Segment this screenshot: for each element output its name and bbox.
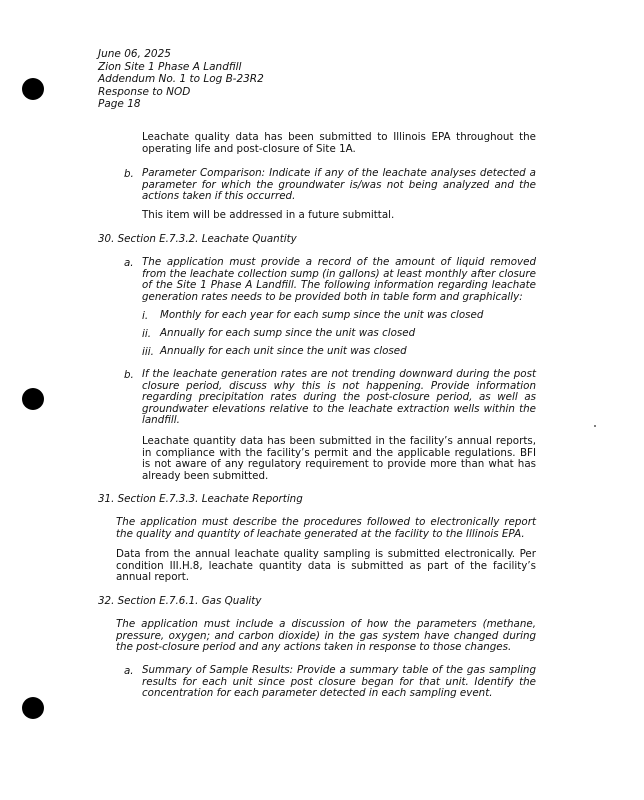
leachate-quality-response: Leachate quality data has been submitted to Illinois EPA throughout the operating life and post-closure of Site 1A. xyxy=(142,131,536,155)
parameter-comparison-response: This item will be addressed in a future submittal. xyxy=(142,209,395,221)
subitem-i-marker: i. xyxy=(142,310,149,322)
generation-rates-request: If the leachate generation rates are not trending downward during the post closure period, discuss why this is not happening. Provide information regarding precipitation rates during the post-closure period, as well as groundwater elevations relative to the leachate extraction wells within the landfill. xyxy=(142,368,536,427)
item-b-marker: b. xyxy=(124,369,134,381)
subitem-iii-marker: iii. xyxy=(142,346,154,358)
leachate-quantity-request: The application must provide a record of the amount of liquid removed from the leachate collection sump (in gallons) at least monthly after closure of the Site 1 Phase A Landfill. The following information regarding leachate generation rates needs to be provided both in table form and graphically: xyxy=(142,256,536,303)
page-header xyxy=(98,48,264,111)
header-response: Response to NOD xyxy=(98,85,191,98)
generation-rates-response: Leachate quantity data has been submitted in the facility’s annual reports, in compliance with the facility’s permit and the applicable regulations. BFI is not aware of any regulatory requirement to provide more than what has already been submitted. xyxy=(142,435,536,482)
subitem-ii-marker: ii. xyxy=(142,328,151,340)
header-page-number: Page 18 xyxy=(98,98,141,110)
punch-hole-top xyxy=(22,78,44,100)
sample-results-request: Summary of Sample Results: Provide a summary table of the gas sampling results for each unit since post closure began for that unit. Identify the concentration for each parameter detected in each sampling event. xyxy=(142,664,536,700)
punch-hole-middle xyxy=(22,388,44,410)
parameter-comparison-request: Parameter Comparison: Indicate if any of the leachate analyses detected a parameter for which the groundwater is/was not being analyzed and the actions taken if this occurred. xyxy=(142,167,536,203)
section-32-heading: 32. Section E.7.6.1. Gas Quality xyxy=(98,595,262,607)
subitem-i-text: Monthly for each year for each sump since the unit was closed xyxy=(160,309,484,321)
item-b-marker: b. xyxy=(124,168,134,180)
punch-hole-bottom xyxy=(22,697,44,719)
subitem-ii-text: Annually for each sump since the unit was closed xyxy=(160,327,416,339)
leachate-reporting-response: Data from the annual leachate quality sampling is submitted electronically. Per condition III.H.8, leachate quantity data is submitted as part of the facility’s annual report. xyxy=(116,548,536,584)
item-a-marker: a. xyxy=(124,257,134,269)
scan-speck xyxy=(594,425,596,427)
leachate-reporting-request: The application must describe the procedures followed to electronically report the quality and quantity of leachate generated at the facility to the Illinois EPA. xyxy=(116,516,536,540)
item-a-marker: a. xyxy=(124,665,134,677)
gas-quality-request: The application must include a discussion of how the parameters (methane, pressure, oxygen; and carbon dioxide) in the gas system have changed during the post-closure period and any actions taken in response to those changes. xyxy=(116,618,536,654)
header-addendum: Addendum No. 1 to Log B-23R2 xyxy=(98,73,264,85)
header-date: June 06, 2025 xyxy=(98,48,171,60)
section-31-heading: 31. Section E.7.3.3. Leachate Reporting xyxy=(98,493,303,505)
header-project: Zion Site 1 Phase A Landfill xyxy=(98,60,242,73)
section-30-heading: 30. Section E.7.3.2. Leachate Quantity xyxy=(98,233,297,245)
subitem-iii-text: Annually for each unit since the unit was closed xyxy=(160,345,407,357)
